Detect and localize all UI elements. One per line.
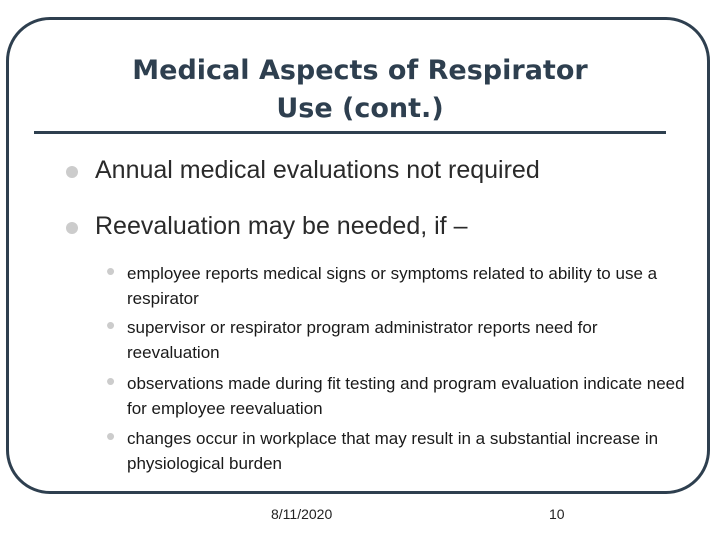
sub-bullet-item: [106, 421, 687, 476]
sub-bullet-item: [106, 256, 687, 311]
sub-bullet-icon: •: [106, 310, 116, 340]
sub-bullet-text: observations made during fit testing and program evaluation indicate need for employee reevaluation: [127, 374, 685, 418]
bullet-icon: [66, 222, 78, 234]
bullet-reevaluation: Reevaluation may be needed, if –: [95, 212, 468, 240]
sub-bullet-icon: •: [106, 421, 116, 451]
title-line-2: Use (cont.): [276, 93, 444, 124]
sub-bullet-text: employee reports medical signs or symptoms related to ability to use a respirator: [127, 264, 658, 308]
sub-bullet-text: supervisor or respirator program administrator reports need for reevaluation: [127, 318, 598, 362]
bullet-annual-evaluations: Annual medical evaluations not required: [95, 156, 540, 184]
slide-title: [60, 52, 660, 128]
sub-bullet-text: changes occur in workplace that may result in a substantial increase in physiological burden: [127, 429, 659, 473]
footer-date: 8/11/2020: [271, 506, 333, 522]
sub-bullet-icon: •: [106, 366, 116, 396]
page-number: 10: [549, 506, 565, 522]
bullet-icon: [66, 166, 78, 178]
title-line-1: Medical Aspects of Respirator: [132, 55, 588, 86]
sub-bullet-item: [106, 310, 687, 365]
title-divider: [34, 131, 666, 134]
sub-bullet-item: [106, 366, 687, 421]
sub-bullet-icon: •: [106, 256, 116, 286]
